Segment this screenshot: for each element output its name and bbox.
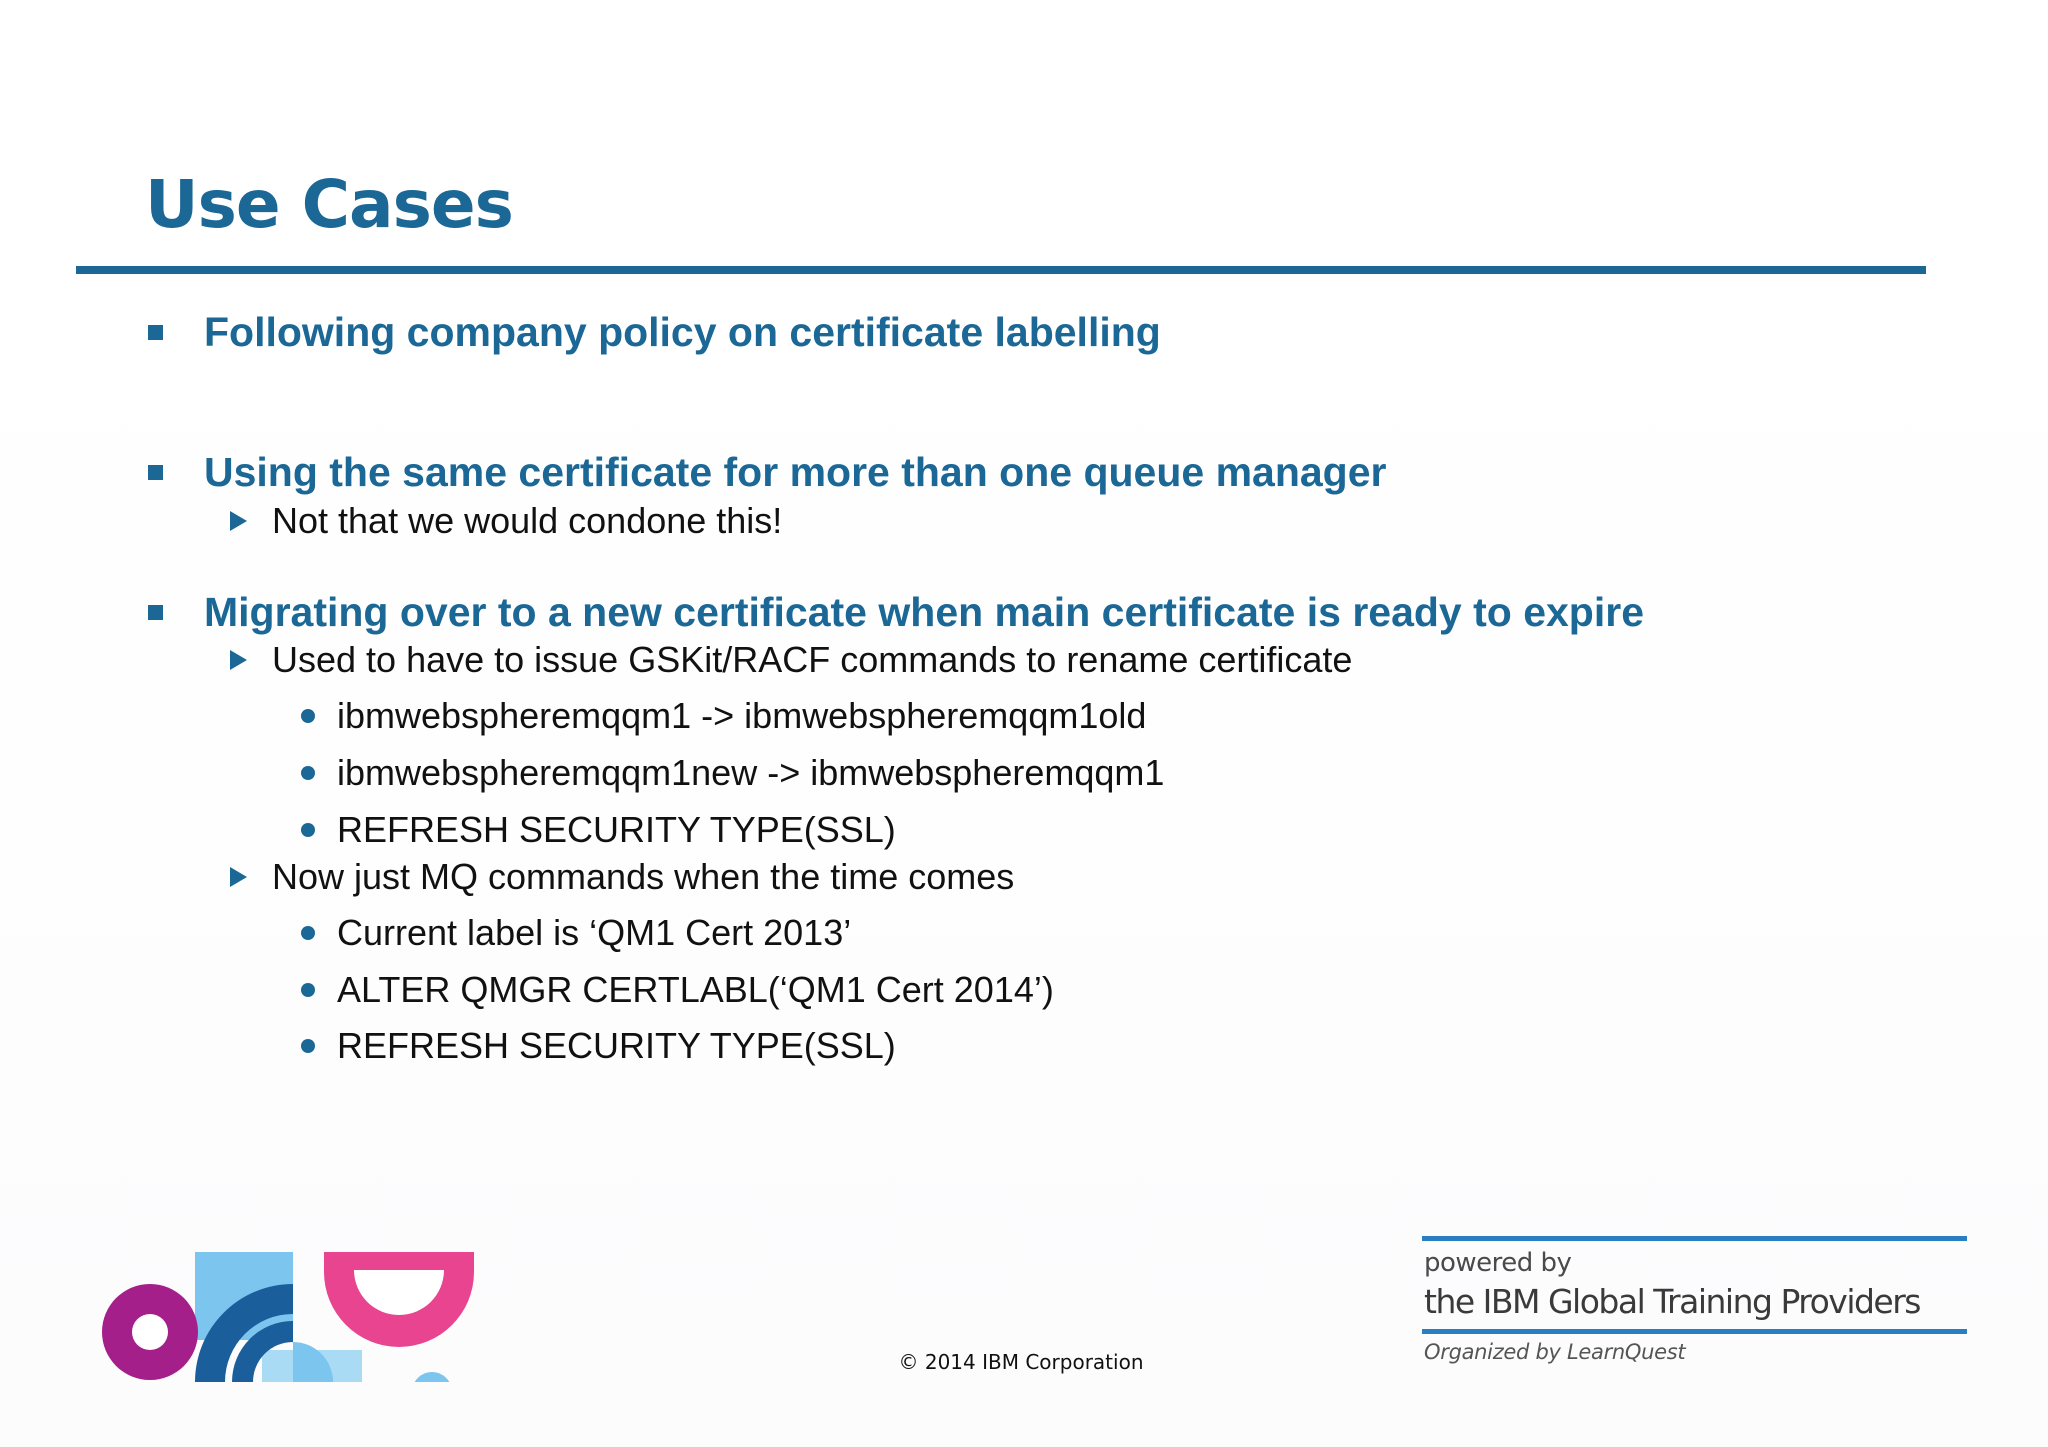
triangle-bullet-icon [230, 511, 247, 531]
bullet-company-policy [148, 308, 1161, 356]
command-text: ibmwebspheremqqm1 -> ibmwebspheremqqm1old [337, 695, 1147, 736]
provider-rule-bottom [1422, 1329, 1967, 1334]
title-divider [76, 266, 1926, 274]
command-item [301, 1024, 896, 1068]
dot-bullet-icon [301, 983, 315, 997]
sub-bullet-text: Used to have to issue GSKit/RACF commands to rename certificate [272, 639, 1353, 680]
command-text: ibmwebspheremqqm1new -> ibmwebspheremqqm1 [337, 752, 1165, 793]
square-bullet-icon [148, 465, 163, 480]
provider-name: the IBM Global Training Providers [1424, 1282, 1920, 1321]
provider-rule-top [1422, 1236, 1967, 1241]
bullet-text: Using the same certificate for more than one queue manager [204, 448, 1387, 495]
dot-bullet-icon [301, 1039, 315, 1053]
sub-bullet-text: Now just MQ commands when the time comes [272, 856, 1015, 897]
command-item [301, 808, 896, 852]
slide-title: Use Cases [145, 166, 513, 243]
triangle-bullet-icon [230, 650, 247, 670]
sub-bullet-text: Not that we would condone this! [272, 500, 783, 541]
bullet-text: Following company policy on certificate labelling [204, 308, 1161, 355]
command-item [301, 751, 1164, 795]
command-item [301, 911, 851, 955]
bullet-same-certificate [148, 448, 1386, 496]
dot-bullet-icon [301, 926, 315, 940]
triangle-bullet-icon [230, 867, 247, 887]
command-text: REFRESH SECURITY TYPE(SSL) [337, 1025, 896, 1066]
dot-bullet-icon [301, 709, 315, 723]
sub-bullet-mq-commands [230, 855, 1014, 899]
command-text: Current label is ‘QM1 Cert 2013’ [337, 912, 852, 953]
square-bullet-icon [148, 325, 163, 340]
bullet-migrating [148, 588, 1644, 636]
powered-by-text: powered by [1424, 1248, 1572, 1278]
command-item [301, 968, 1054, 1012]
copyright-text: © 2014 IBM Corporation [898, 1350, 1144, 1374]
command-item [301, 694, 1146, 738]
square-bullet-icon [148, 605, 163, 620]
bullet-text: Migrating over to a new certificate when main certificate is ready to expire [204, 588, 1645, 635]
organized-by-text: Organized by LearnQuest [1424, 1340, 1686, 1364]
command-text: ALTER QMGR CERTLABL(‘QM1 Cert 2014’) [337, 969, 1054, 1010]
provider-logo [1422, 1236, 1967, 1371]
sub-bullet-gskit [230, 638, 1352, 682]
sub-bullet-condone [230, 499, 782, 543]
command-text: REFRESH SECURITY TYPE(SSL) [337, 809, 896, 850]
dot-bullet-icon [301, 823, 315, 837]
dot-bullet-icon [301, 766, 315, 780]
